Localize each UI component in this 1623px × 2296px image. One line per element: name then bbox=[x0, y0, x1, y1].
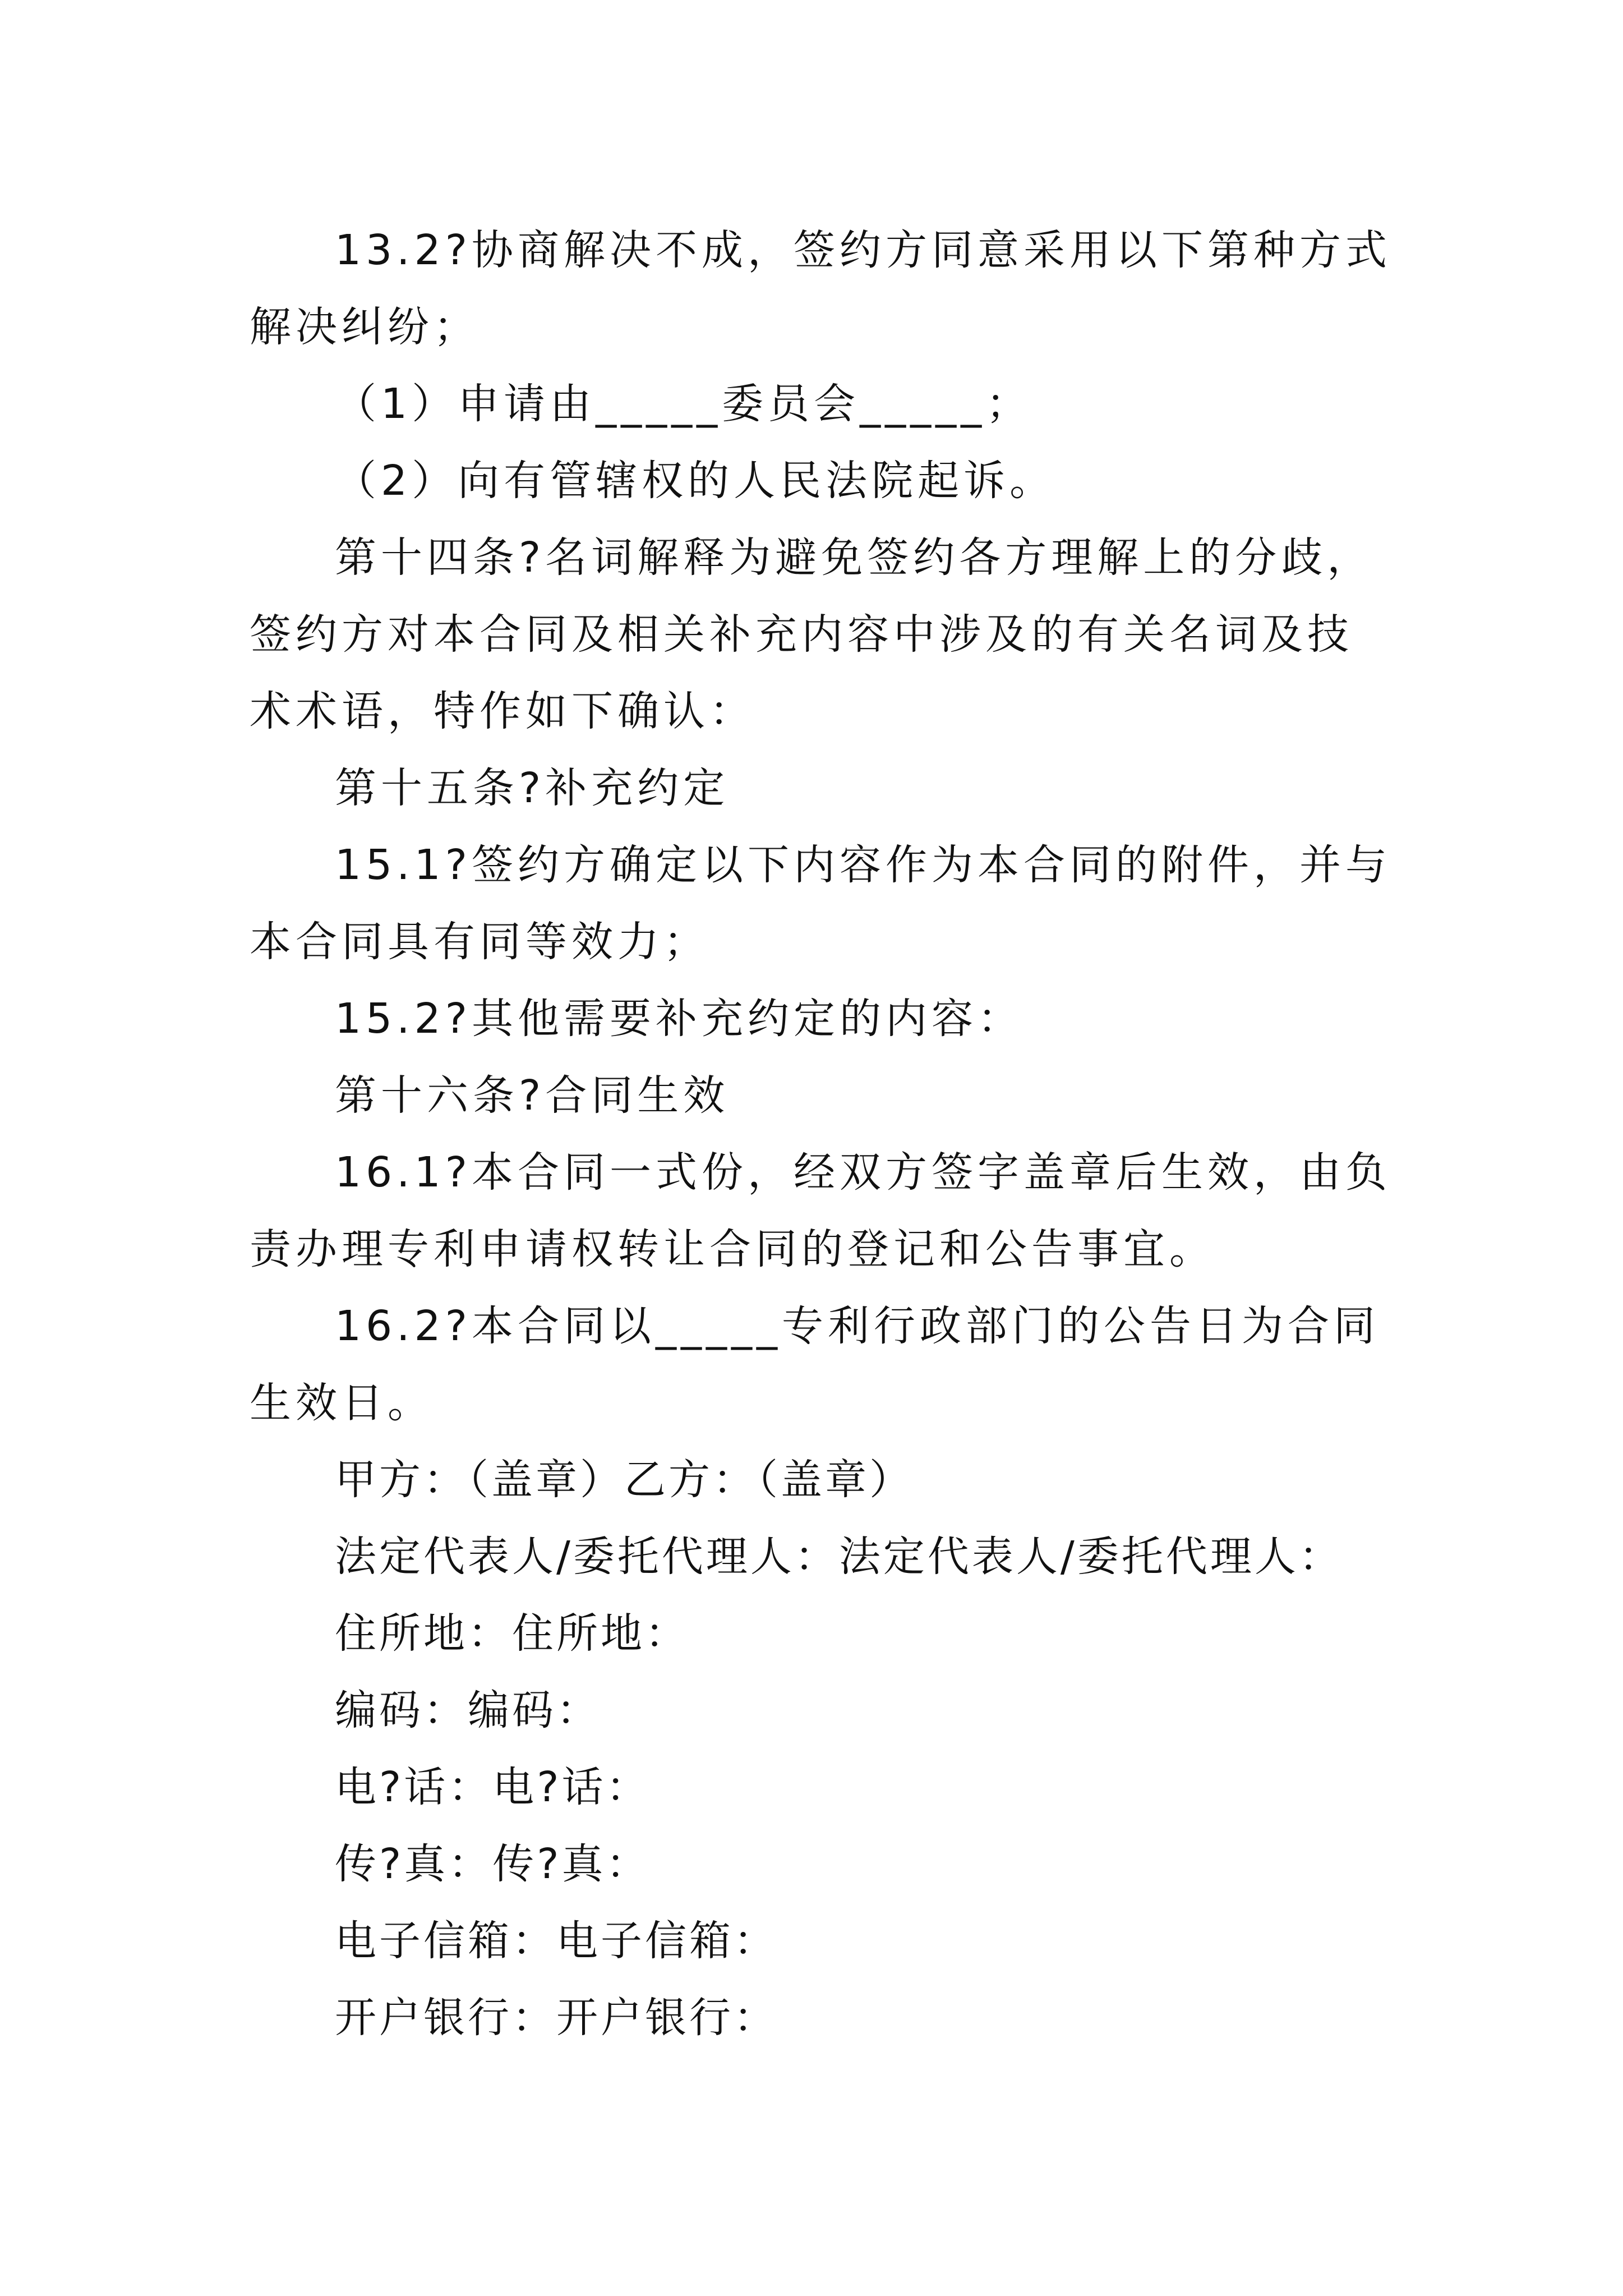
paragraph-15-2: 15.2?其他需要补充约定的内容： bbox=[335, 995, 1024, 1043]
signature-bank-line: 开户银行：开户银行： bbox=[335, 1994, 778, 2042]
signature-email-line: 电子信箱：电子信箱： bbox=[335, 1917, 778, 1965]
paragraph-13-2: 13.2?协商解决不成，签约方同意采用以下第种方式解决纠纷； bbox=[250, 226, 1392, 351]
paragraph-article-16: 第十六条?合同生效 bbox=[335, 1071, 730, 1120]
signature-code-line: 编码：编码： bbox=[335, 1686, 601, 1734]
paragraph-16-1: 16.1?本合同一式份，经双方签字盖章后生效，由负责办理专利申请权转让合同的登记和公告事宜。 bbox=[250, 1148, 1392, 1273]
paragraph-article-15: 第十五条?补充约定 bbox=[335, 764, 730, 812]
signature-fax-line: 传?真：传?真： bbox=[335, 1840, 651, 1888]
signature-address-line: 住所地：住所地： bbox=[335, 1609, 689, 1658]
paragraph-16-2: 16.2?本合同以_____专利行政部门的公告日为合同生效日。 bbox=[250, 1302, 1380, 1427]
paragraph-option-2: （2）向有管辖权的人民法院起诉。 bbox=[335, 457, 1056, 505]
paragraph-option-1: （1）申请由_____委员会_____； bbox=[335, 380, 1032, 428]
signature-party-line: 甲方：（盖章）乙方：（盖章） bbox=[335, 1456, 914, 1504]
signature-representative-line: 法定代表人/委托代理人：法定代表人/委托代理人： bbox=[335, 1533, 1343, 1581]
paragraph-article-14: 第十四条?名词解释为避免签约各方理解上的分歧，签约方对本合同及相关补充内容中涉及的有关名词及技术术语，特作如下确认： bbox=[250, 533, 1373, 735]
signature-phone-line: 电?话：电?话： bbox=[335, 1763, 651, 1811]
paragraph-15-1: 15.1?签约方确定以下内容作为本合同的附件，并与本合同具有同等效力； bbox=[250, 841, 1392, 966]
document-body bbox=[250, 212, 1396, 2056]
